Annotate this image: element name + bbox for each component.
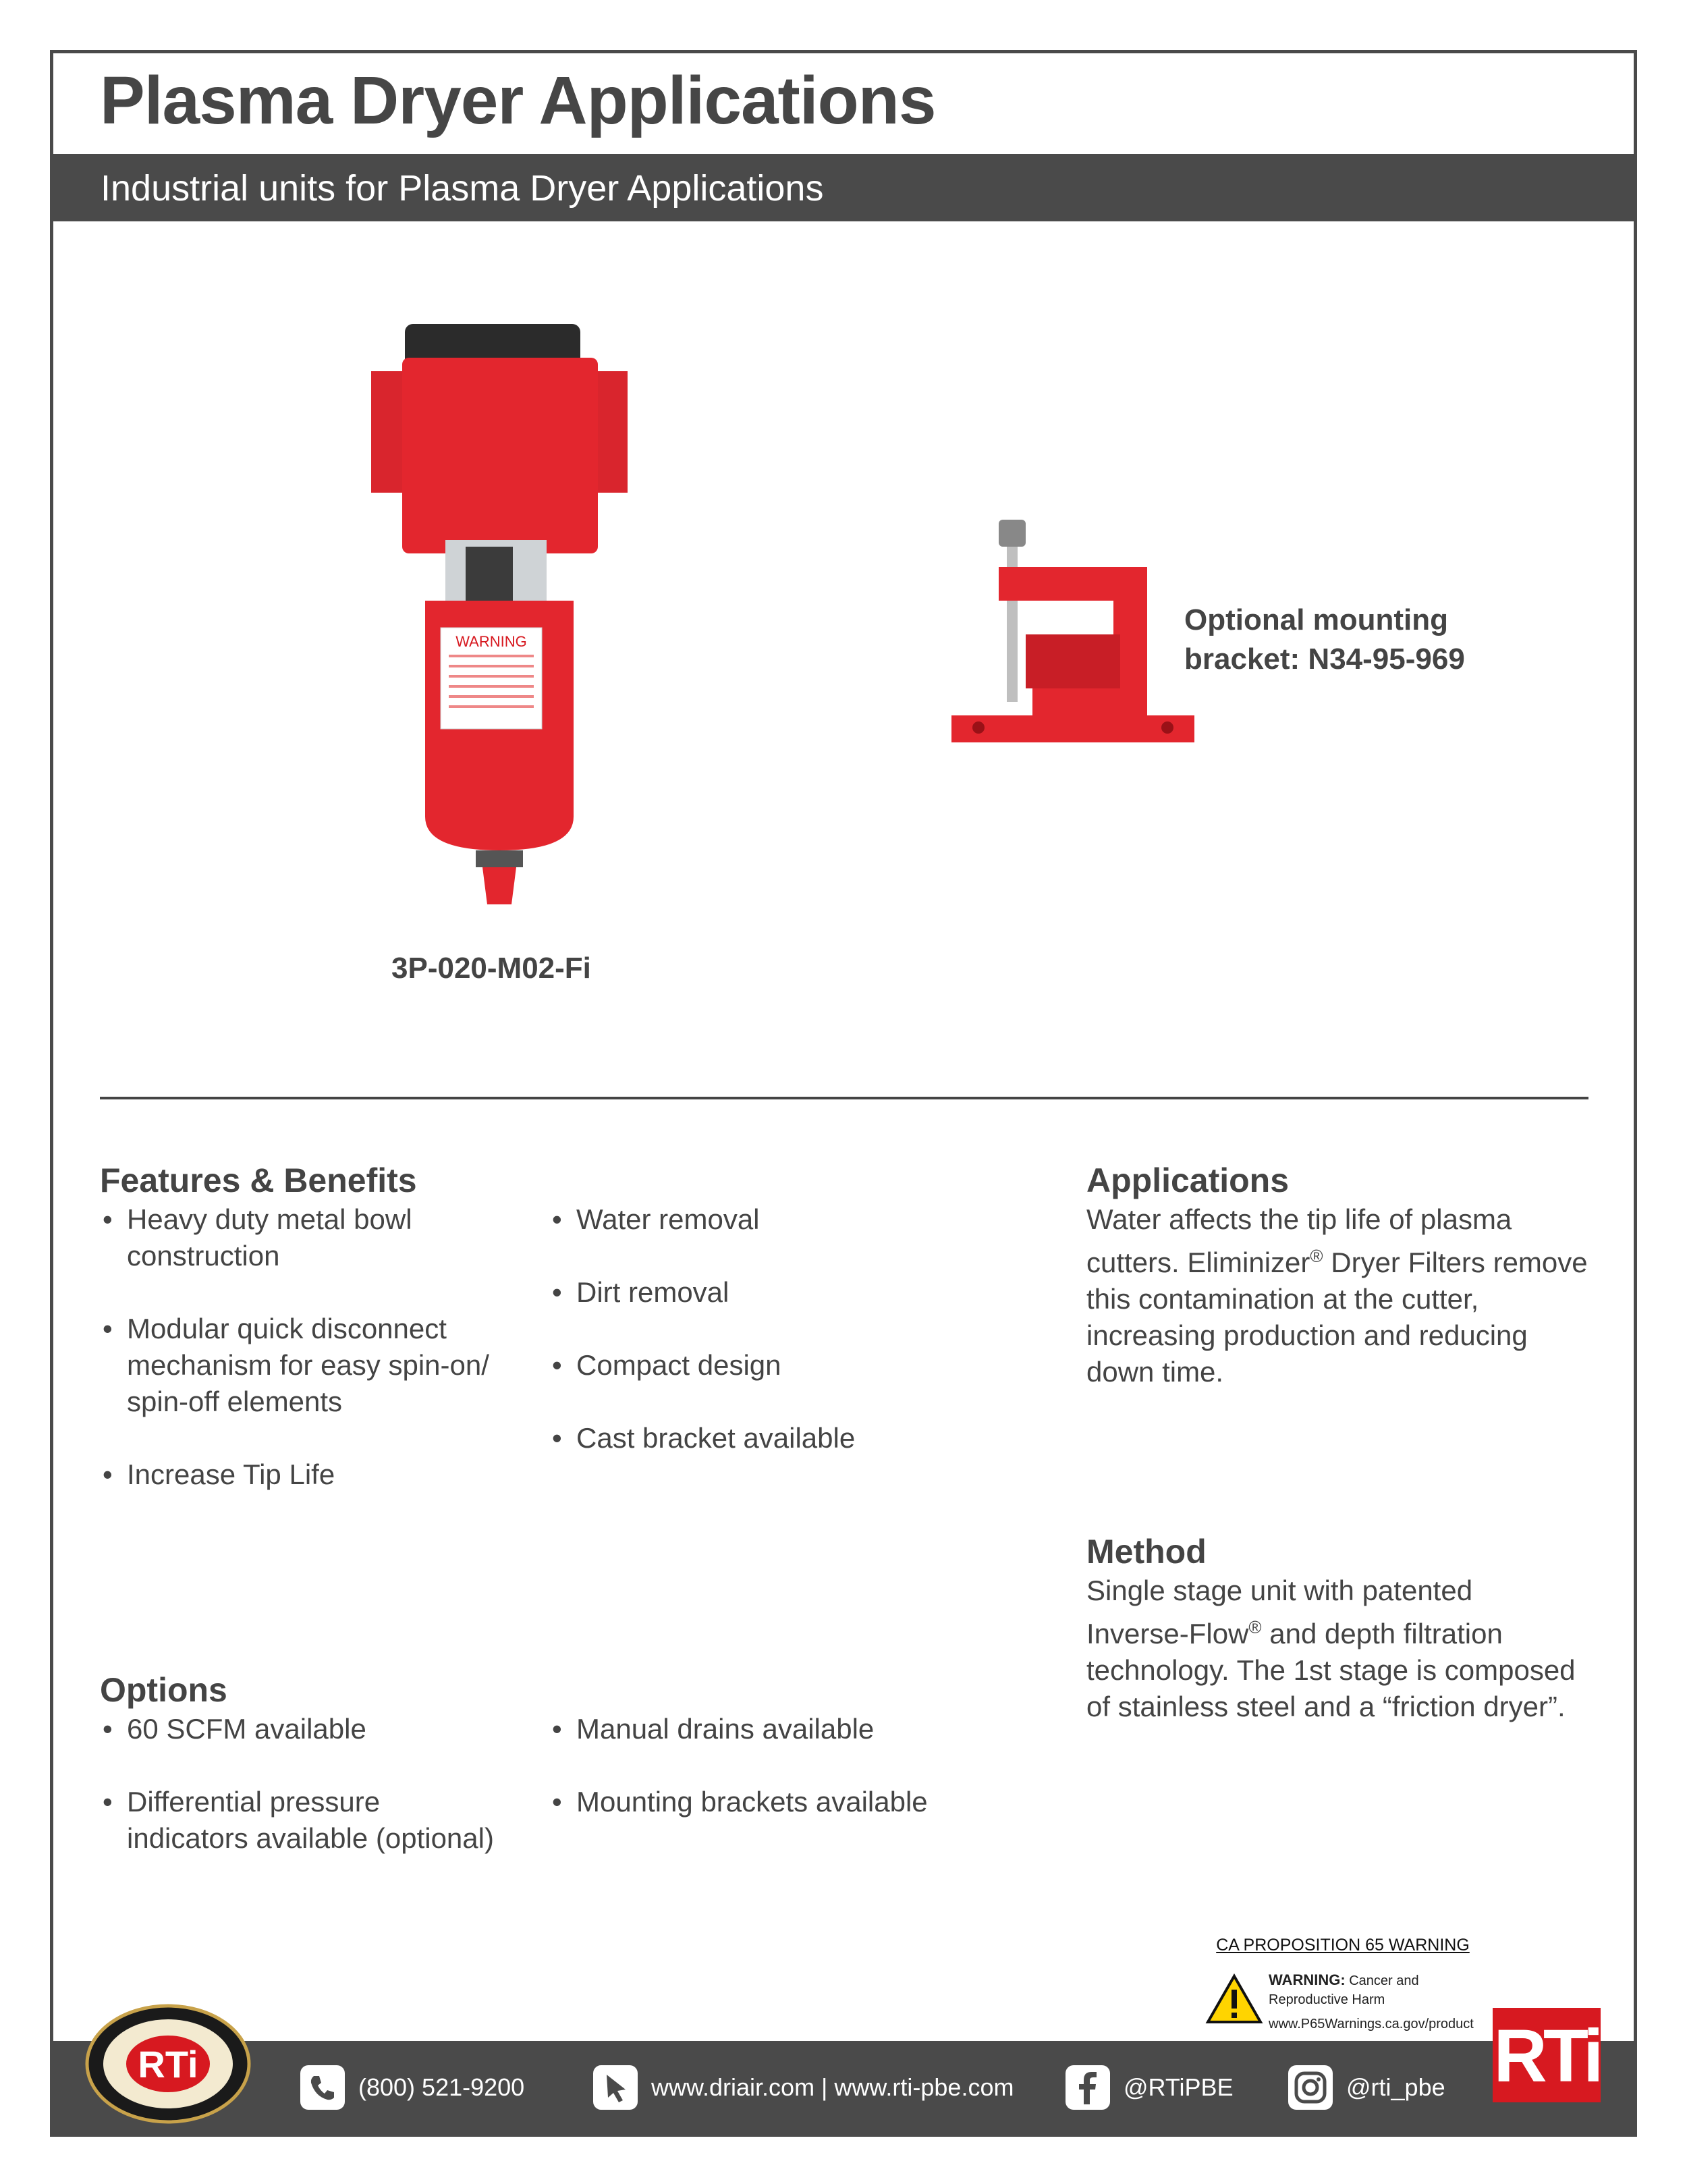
bracket-label-line2: bracket: N34-95-969	[1184, 643, 1465, 676]
bracket-bolt-head	[999, 520, 1026, 547]
feature-item	[103, 1456, 534, 1493]
applications-text	[1086, 1201, 1613, 1390]
method-line: technology. The 1st stage is composed	[1086, 1654, 1576, 1686]
bracket-hole-left	[972, 721, 985, 734]
mounting-bracket-image	[945, 513, 1201, 756]
warning-triangle-icon	[1205, 1973, 1263, 2025]
rti-logo	[1493, 2008, 1601, 2102]
feature-text: mechanism for easy spin-on/	[127, 1349, 489, 1381]
sticker-line-6	[449, 705, 534, 708]
footer-website[interactable]: www.driair.com | www.rti-pbe.com	[651, 2073, 1014, 2101]
option-item: • Mounting brackets available	[552, 1784, 1024, 1820]
filter-window	[466, 547, 513, 607]
sticker-line-5	[449, 695, 534, 698]
prop65-warning	[1201, 1936, 1485, 2031]
applications-line: Water affects the tip life of plasma	[1086, 1203, 1512, 1235]
drain-valve	[482, 867, 516, 904]
prop65-line	[1269, 1971, 1491, 1990]
options-heading: Options	[100, 1671, 227, 1709]
prop65-body	[1269, 1971, 1491, 2033]
method-text-part: and depth filtration	[1261, 1618, 1503, 1649]
sticker-line-2	[449, 665, 534, 667]
page-title: Plasma Dryer Applications	[100, 63, 936, 138]
feature-item: • Dirt removal	[552, 1274, 984, 1311]
bracket-label-line1: Optional mounting	[1184, 603, 1449, 636]
sticker-line-1	[449, 655, 534, 657]
option-item: • Manual drains available	[552, 1711, 1024, 1747]
product-model-label: 3P-020-M02-Fi	[391, 952, 591, 985]
option-text: • 60 SCFM available	[127, 1713, 366, 1745]
cursor-icon	[593, 2065, 638, 2110]
options-list-right	[552, 1711, 1024, 1857]
feature-item: • Cast bracket available	[552, 1420, 984, 1456]
feature-item: • Water removal	[552, 1201, 984, 1238]
applications-line: down time.	[1086, 1356, 1224, 1388]
rti-oval-logo	[84, 2003, 252, 2125]
applications-line: this contamination at the cutter,	[1086, 1283, 1479, 1315]
option-item	[103, 1711, 548, 1747]
prop65-url[interactable]: www.P65Warnings.ca.gov/product	[1269, 2017, 1474, 2031]
applications-text-part: Dryer Filters remove	[1323, 1247, 1588, 1278]
option-text: indicators available (optional)	[127, 1822, 494, 1854]
feature-text: • Modular quick disconnect	[127, 1313, 447, 1344]
option-item	[103, 1784, 548, 1857]
method-text-part: Inverse-Flow	[1086, 1618, 1249, 1649]
facebook-icon	[1066, 2065, 1110, 2110]
footer-bar	[53, 2041, 1634, 2133]
bracket-ribs	[1026, 634, 1120, 688]
rti-logo-text: RTi	[138, 2043, 198, 2085]
feature-text: spin-off elements	[127, 1386, 343, 1417]
features-heading: Features & Benefits	[100, 1162, 417, 1199]
features-list-right	[552, 1201, 984, 1493]
feature-item: • Compact design	[552, 1347, 984, 1384]
filter-unit-image	[364, 317, 634, 911]
prop65-text: Cancer and	[1345, 1973, 1419, 1988]
method-text	[1086, 1573, 1626, 1725]
feature-item	[103, 1201, 534, 1274]
bracket-hole-right	[1161, 721, 1173, 734]
method-heading: Method	[1086, 1533, 1207, 1571]
subtitle-bar	[53, 154, 1634, 221]
applications-line: increasing production and reducing	[1086, 1319, 1528, 1351]
filter-head	[402, 358, 598, 553]
method-line	[1086, 1609, 1626, 1652]
applications-text-part: cutters. Eliminizer	[1086, 1247, 1310, 1278]
footer-phone[interactable]: (800) 521-9200	[358, 2073, 525, 2101]
method-line: of stainless steel and a “friction dryer”.	[1086, 1691, 1566, 1722]
feature-text: • Increase Tip Life	[127, 1458, 335, 1490]
feature-text: construction	[127, 1240, 280, 1272]
feature-text: • Heavy duty metal bowl	[127, 1203, 412, 1235]
footer-facebook[interactable]: @RTiPBE	[1124, 2073, 1234, 2101]
feature-item	[103, 1311, 534, 1420]
option-text: • Differential pressure	[127, 1786, 381, 1818]
applications-heading: Applications	[1086, 1162, 1290, 1199]
registered-mark: ®	[1310, 1246, 1323, 1266]
page-subtitle: Industrial units for Plasma Dryer Applications	[101, 168, 824, 209]
options-list-left	[103, 1711, 548, 1893]
applications-line	[1086, 1238, 1613, 1281]
warning-sticker-title: WARNING	[455, 633, 527, 650]
bracket-label	[1184, 601, 1465, 679]
features-list-left	[103, 1201, 534, 1529]
prop65-text: Reproductive Harm	[1269, 1992, 1385, 2007]
registered-mark: ®	[1248, 1617, 1262, 1637]
sticker-line-4	[449, 685, 534, 688]
phone-icon	[300, 2065, 345, 2110]
method-line: Single stage unit with patented	[1086, 1575, 1473, 1606]
footer-instagram[interactable]: @rti_pbe	[1346, 2073, 1445, 2101]
drain-nut	[476, 850, 523, 867]
prop65-heading: CA PROPOSITION 65 WARNING	[1216, 1936, 1470, 1955]
prop65-warning-bold: WARNING:	[1269, 1971, 1346, 1988]
instagram-icon	[1288, 2065, 1333, 2110]
sticker-line-3	[449, 675, 534, 678]
rti-logo-wordmark: RTi	[1493, 2015, 1600, 2098]
section-divider	[100, 1097, 1588, 1099]
bracket-base	[951, 715, 1194, 742]
